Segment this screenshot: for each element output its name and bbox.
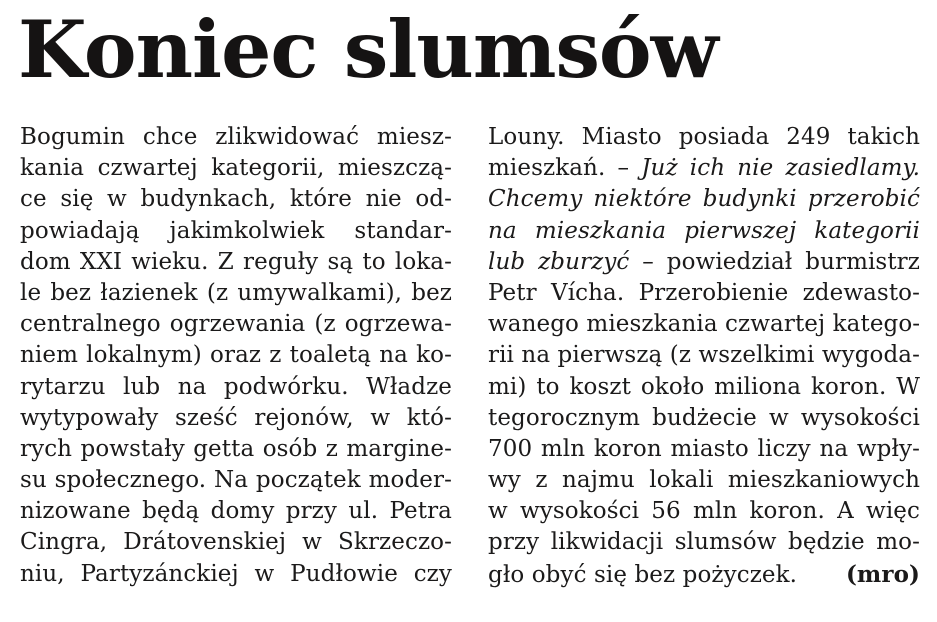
text-line: [488, 184, 920, 215]
text-line: [488, 247, 920, 278]
quote-span: na mieszkania pierwszej kategorii: [488, 217, 920, 244]
text-line: niem lokalnym) oraz z toaletą na ko-: [20, 342, 452, 369]
text-line: przy likwidacji slumsów będzie mo-: [488, 529, 920, 556]
text-line: rych powstały getta osób z margine-: [20, 435, 452, 462]
text-line: rii na pierwszą (z wszelkimi wygoda-: [488, 342, 920, 369]
text-line: [488, 153, 920, 184]
text-line: wy z najmu lokali mieszkaniowych: [488, 467, 920, 494]
text-line: 700 mln koron miasto liczy na wpły-: [488, 435, 920, 462]
text-line: wytypowały sześć rejonów, w któ-: [20, 404, 452, 431]
quote-span: Chcemy niektóre budynki przerobić: [488, 186, 920, 213]
left-column: [20, 122, 452, 590]
text-span: gło obyć się bez pożyczek.: [488, 561, 798, 588]
text-line: Cingra, Drátovenskiej w Skrzeczo-: [20, 529, 452, 556]
text-line: mi) to koszt około miliona koron. W: [488, 373, 920, 400]
author-byline: (mro): [845, 560, 920, 588]
headline: Koniec slumsów: [18, 3, 718, 96]
text-line: tegorocznym budżecie w wysokości: [488, 404, 920, 431]
text-line: centralnego ogrzewania (z ogrzewa-: [20, 311, 452, 338]
quote-span: Już ich nie zasiedlamy.: [641, 155, 921, 182]
text-line: nizowane będą domy przy ul. Petra: [20, 498, 452, 525]
right-column: [488, 122, 920, 590]
text-span: – powiedział burmistrz: [629, 248, 920, 275]
text-line: wanego mieszkania czwartej katego-: [488, 311, 921, 338]
text-line: su społecznego. Na początek moder-: [20, 467, 452, 494]
text-line: le bez łazienek (z umywalkami), bez: [20, 279, 452, 306]
text-line: Louny. Miasto posiada 249 takich: [488, 124, 920, 150]
text-line: [488, 216, 920, 247]
text-line: Petr Vícha. Przerobienie zdewasto-: [488, 279, 920, 306]
text-line: dom XXI wieku. Z reguły są to loka-: [20, 248, 452, 275]
text-span: mieszkań. –: [488, 155, 642, 182]
text-line: powiadają jakimkolwiek standar-: [20, 217, 452, 244]
text-line: kania czwartej kategorii, mieszczą-: [20, 155, 452, 182]
text-line: w wysokości 56 mln koron. A więc: [488, 498, 920, 525]
text-line: niu, Partyzánckiej w Pudłowie czy: [20, 560, 452, 587]
text-line: [488, 559, 920, 590]
text-line: Bogumin chce zlikwidować miesz-: [20, 124, 452, 150]
quote-span: lub zburzyć: [488, 248, 630, 275]
text-line: ce się w budynkach, które nie od-: [20, 186, 452, 213]
text-line: rytarzu lub na podwórku. Władze: [20, 373, 452, 400]
